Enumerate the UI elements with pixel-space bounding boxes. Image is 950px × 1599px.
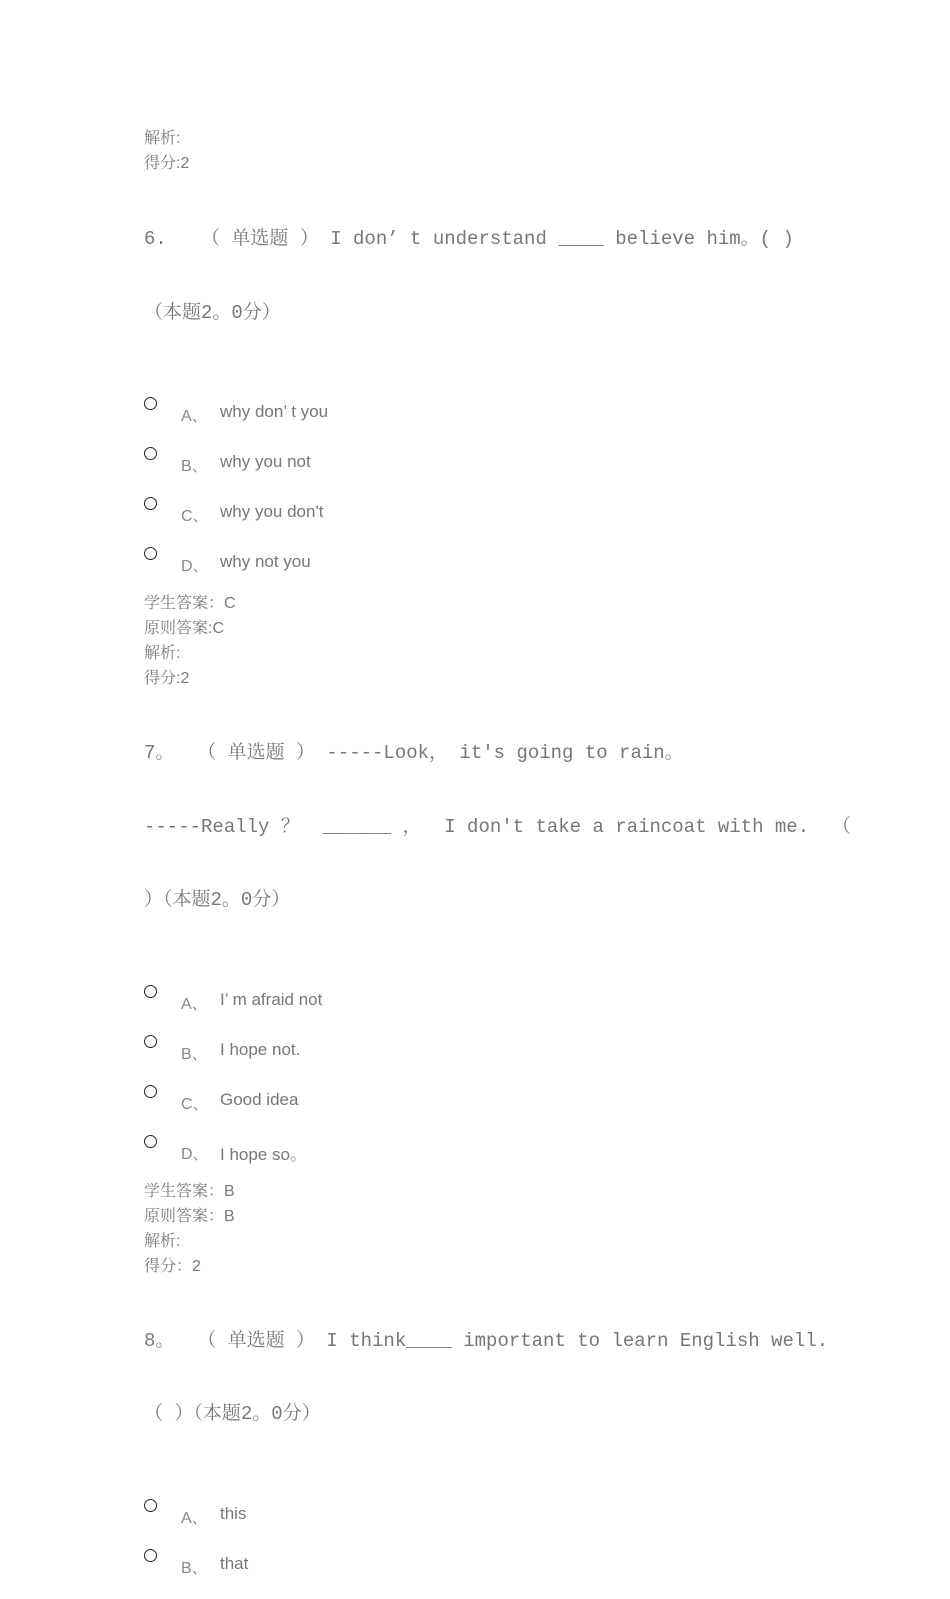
question-line: （ ）（本题2。0分）	[144, 1403, 321, 1425]
question-line: -----Really ？ ______ ， I don't take a raincoat with me. （	[144, 815, 851, 838]
radio-button-icon[interactable]	[144, 985, 157, 998]
radio-button-icon[interactable]	[144, 397, 157, 410]
option-text: I hope so。	[220, 1144, 307, 1164]
score-label: 得分：2	[144, 1257, 201, 1275]
option-letter: B、	[181, 1045, 208, 1063]
answer-meta	[144, 1179, 824, 1279]
option-letter: D、	[181, 1145, 209, 1163]
option-letter: A、	[181, 1509, 208, 1527]
radio-button-icon[interactable]	[144, 447, 157, 460]
option-b[interactable]	[144, 447, 824, 497]
option-text: I’ m afraid not	[220, 989, 323, 1009]
option-b[interactable]	[144, 1035, 824, 1085]
option-text: why not you	[220, 552, 311, 571]
question-7	[144, 692, 851, 1279]
score-label: 得分:2	[144, 670, 190, 687]
question-6	[144, 178, 824, 691]
previous-answer-meta	[144, 126, 824, 176]
option-text: why you don't	[220, 502, 324, 521]
option-list	[144, 1499, 824, 1599]
option-letter: A、	[181, 408, 208, 425]
question-stem	[144, 692, 851, 962]
standard-answer: 原则答案:C	[144, 620, 225, 637]
option-text: why you not	[220, 452, 311, 471]
option-letter: A、	[181, 995, 208, 1013]
option-text: I hope not.	[220, 1039, 301, 1059]
student-answer: 学生答案：C	[144, 595, 236, 612]
analysis-label: 解析:	[144, 1232, 181, 1250]
analysis-label: 解析:	[144, 645, 181, 662]
question-line: ）（本题2。0分）	[144, 889, 291, 911]
option-letter: C、	[181, 508, 209, 525]
option-a[interactable]	[144, 1499, 824, 1549]
option-d[interactable]	[144, 547, 824, 597]
option-c[interactable]	[144, 497, 824, 547]
radio-button-icon[interactable]	[144, 1035, 157, 1048]
option-text: Good idea	[220, 1089, 299, 1109]
question-stem	[144, 178, 824, 374]
analysis-label: 解析:	[144, 130, 181, 147]
option-letter: D、	[181, 558, 209, 575]
option-text: that	[220, 1553, 249, 1573]
option-text: why don’ t you	[220, 402, 329, 421]
score-label: 得分:2	[144, 155, 190, 172]
option-letter: C、	[181, 1095, 209, 1113]
question-line: 6. （ 单选题 ） I don’ t understand ____ believe him。( )	[144, 228, 794, 250]
option-list	[144, 985, 824, 1185]
question-line: 8。 （ 单选题 ） I think____ important to learn English well.	[144, 1329, 829, 1352]
question-stem	[144, 1280, 829, 1476]
option-c[interactable]	[144, 1085, 824, 1135]
answer-meta	[144, 591, 824, 691]
standard-answer: 原则答案：B	[144, 1207, 235, 1225]
option-a[interactable]	[144, 397, 824, 447]
radio-button-icon[interactable]	[144, 1499, 157, 1512]
question-line: 7。 （ 单选题 ） -----Look， it's going to rain。	[144, 742, 684, 764]
radio-button-icon[interactable]	[144, 1085, 157, 1098]
radio-button-icon[interactable]	[144, 497, 157, 510]
option-list	[144, 397, 824, 597]
question-8	[144, 1280, 829, 1599]
option-b[interactable]	[144, 1549, 824, 1599]
student-answer: 学生答案：B	[144, 1182, 235, 1200]
option-text: this	[220, 1503, 247, 1523]
option-a[interactable]	[144, 985, 824, 1035]
radio-button-icon[interactable]	[144, 1549, 157, 1562]
radio-button-icon[interactable]	[144, 1135, 157, 1148]
question-line: （本题2。0分）	[144, 301, 281, 324]
document-page	[144, 126, 851, 1599]
option-letter: B、	[181, 1559, 208, 1577]
option-letter: B、	[181, 458, 208, 475]
option-d[interactable]	[144, 1135, 824, 1185]
radio-button-icon[interactable]	[144, 547, 157, 560]
